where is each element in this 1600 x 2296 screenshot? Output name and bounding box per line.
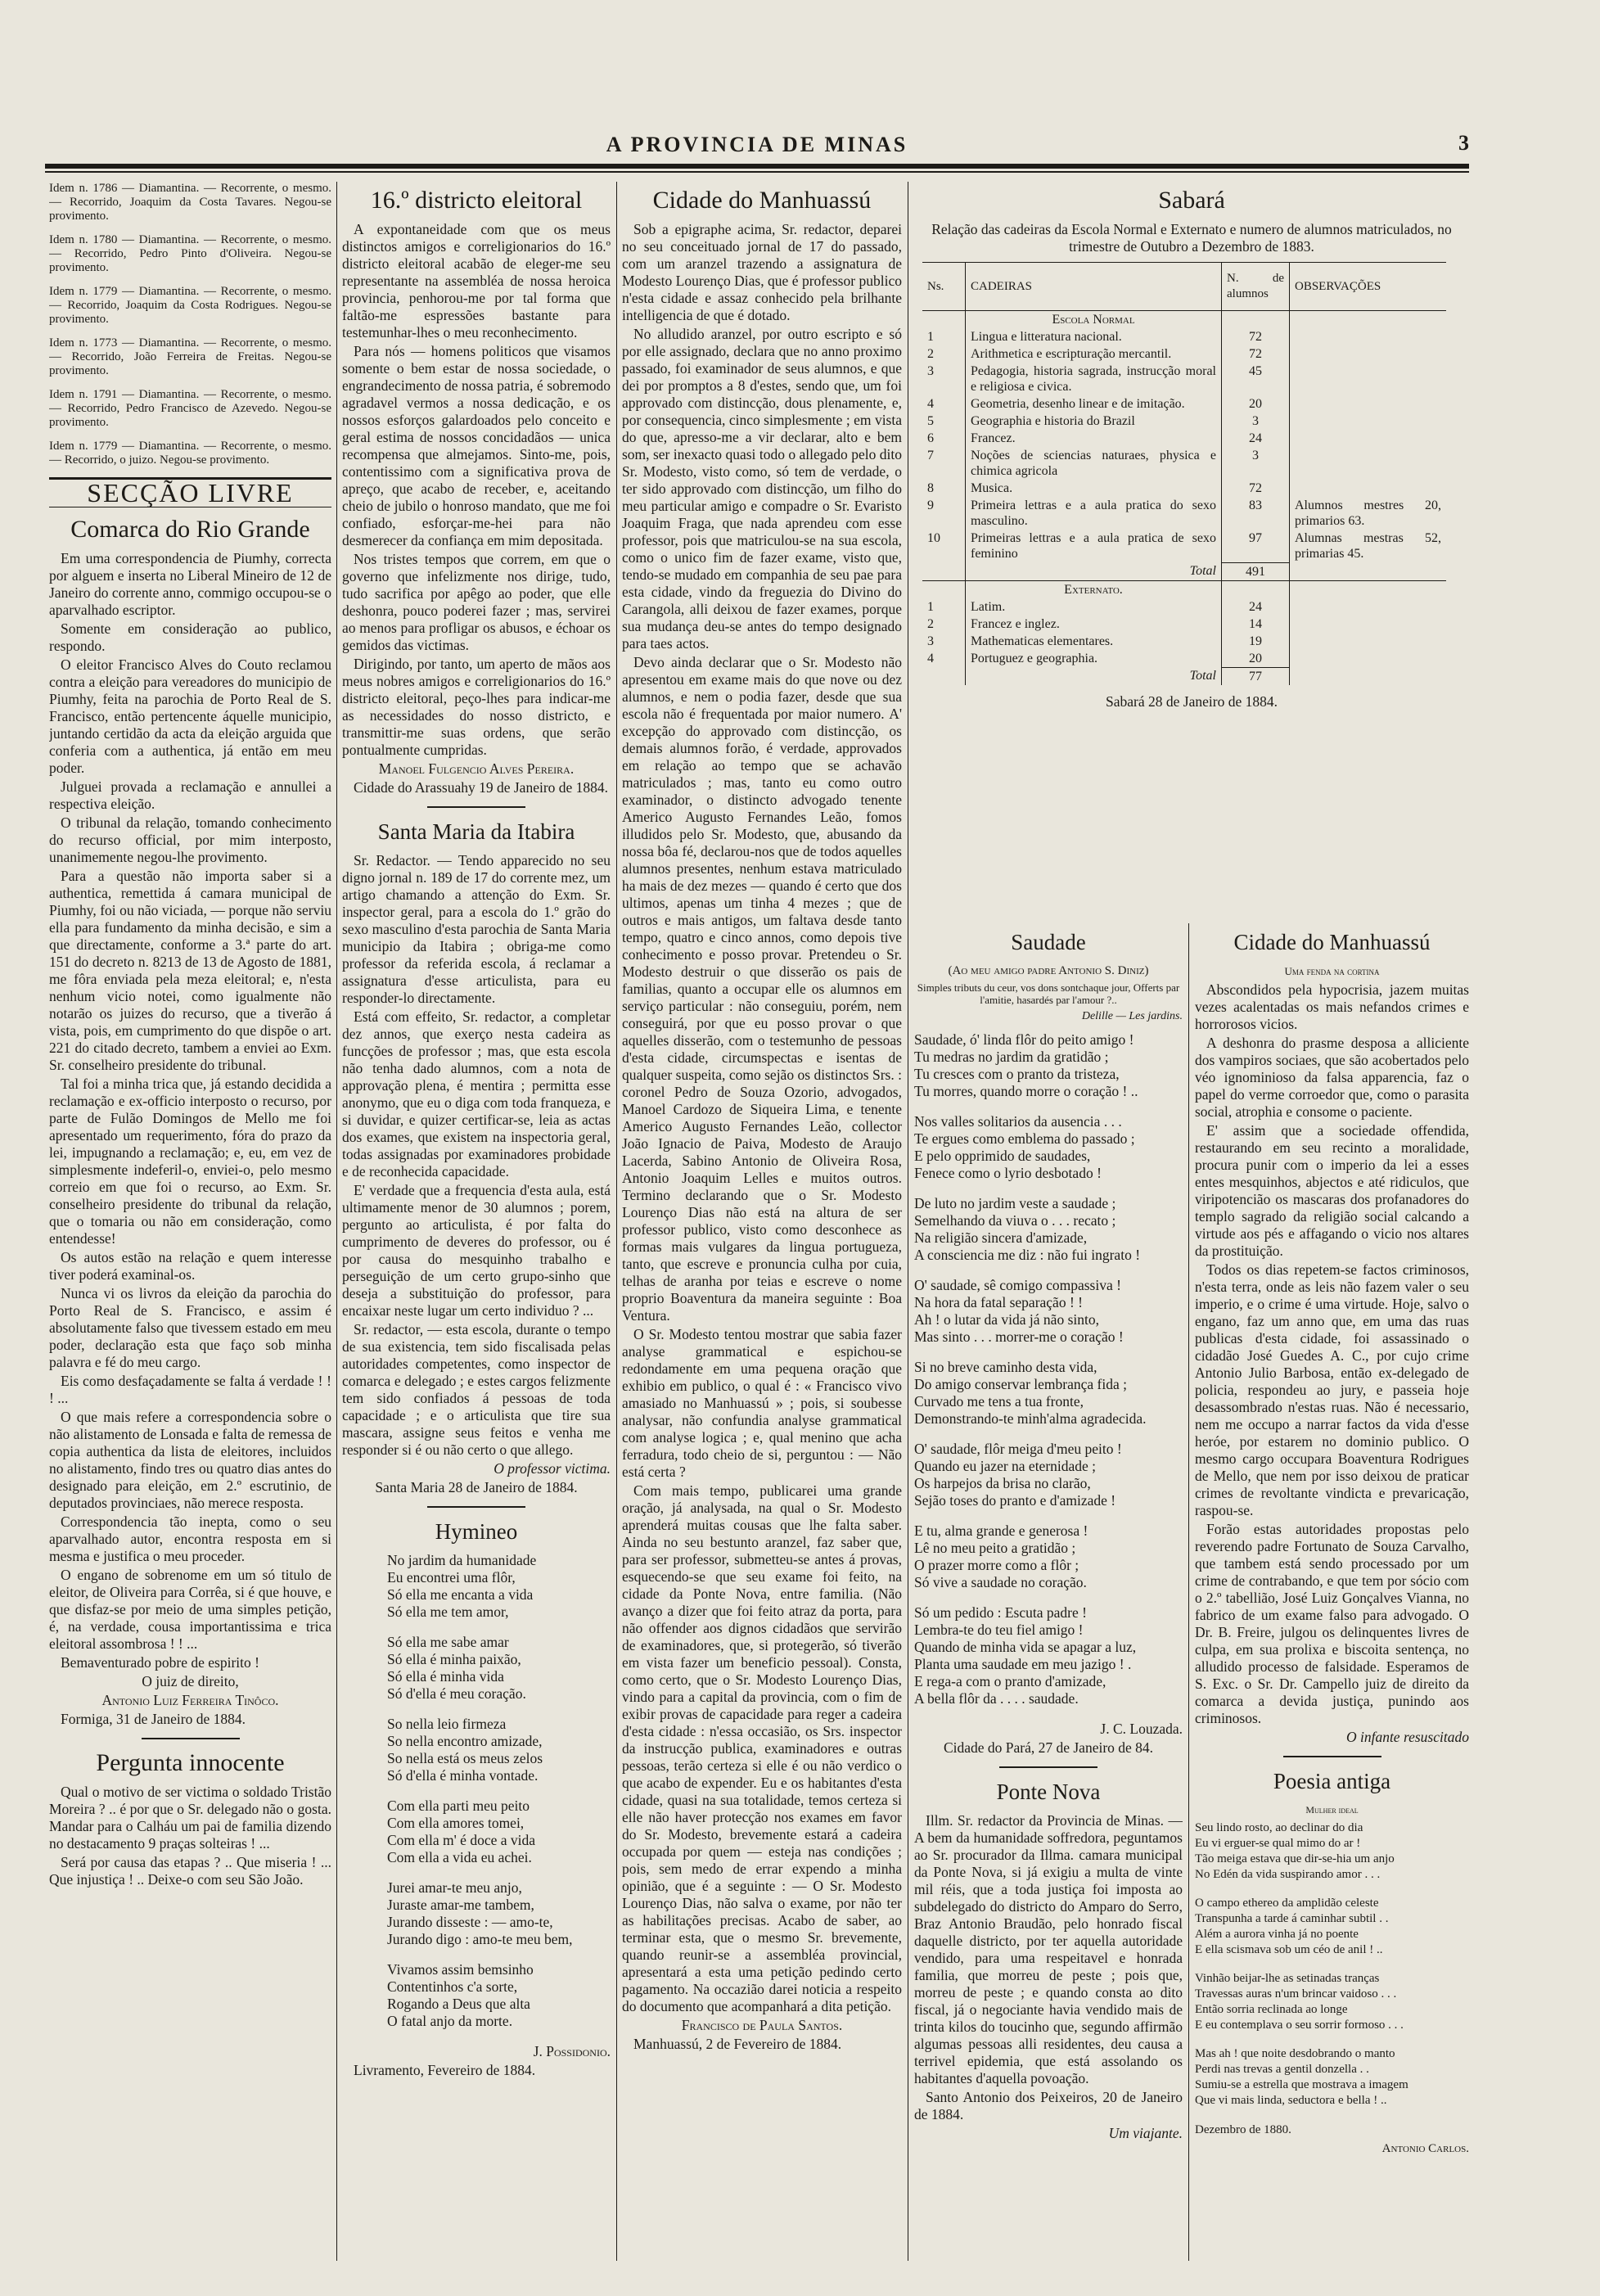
paragraph: Sr. Redactor. — Tendo apparecido no seu digno jornal n. 189 de 17 do corrente mez, um artigo chamando a attenção do Exm. Sr. inspector geral, para a escola do 1.º grão do sexo masculino d'esta parochia de Santa Maria municipio da Itabira ; obriga-me como professor da referida escola, á reclamar a assignatura d'esse articulista, para eu responder-lo directamente. bbox=[342, 852, 611, 1006]
verse-line: Com ella amores tomei, bbox=[387, 1815, 525, 1831]
cell-alumnos: 3 bbox=[1222, 447, 1290, 480]
article-body bbox=[49, 550, 331, 1728]
paragraph: O eleitor Francisco Alves do Couto reclamou contra a eleição para vereadores do municipio de Piumhy, feita na parochia de Porto Real de S. Francisco, então pertencente áquelle municipio, juntando certidão da acta da eleição arguida que conferia com a authentica, já então em meu poder. bbox=[49, 656, 331, 776]
stanza bbox=[387, 1798, 611, 1866]
cell-alumnos: 24 bbox=[1222, 430, 1290, 447]
paragraph: Todos os dias repetem-se factos criminosos, n'esta terra, onde as leis não fazem valer o seu imperio, e o crime é uma virtude. Hoje, salvo o engano, faz um anno que, em uma das ruas publicas d'esta cidade, foi assassinado o cidadão José Guedes A. C., por cujo crime Antonio Julio Barbosa, então ex-delegado de policia, respondeu ao jury, e passeia hoje desassombrado n'estas ruas. Não é necessario, nem me occupo a narrar factos da vida d'esse heróe, por estarem no dominio publico. O mesmo cargo occupara Boaventura Rodrigues de Mello, que nem por isso deixou de praticar crimes de revoltante vindicta e prevaricação, raspou-se. bbox=[1195, 1261, 1469, 1518]
verse-line: So nella encontro amizade, bbox=[387, 1733, 543, 1749]
table-row bbox=[922, 650, 1446, 668]
cell-n: 1 bbox=[927, 330, 934, 344]
paragraph: Sob a epigraphe acima, Sr. redactor, deparei no seu conceituado jornal de 17 do passado, com um aranzel trazendo a assignatura de Modesto Lourenço Dias, que é professor publico n'esta cidade e assaz conhecido pela brilhante intelligencia de que é dotado. bbox=[622, 221, 902, 323]
stanza bbox=[914, 1195, 1183, 1264]
cell-obs bbox=[1290, 363, 1447, 395]
stanza bbox=[914, 1359, 1183, 1428]
verse-line: Demonstrando-te minh'alma agradecida. bbox=[914, 1410, 1147, 1427]
header-alumnos: N. de alumnos bbox=[1222, 263, 1290, 311]
article-title: Sabará bbox=[1158, 187, 1225, 214]
paragraph: Illm. Sr. redactor da Provincia de Minas. — A bem da humanidade soffredora, peguntamos ao Sr. procurador da Illma. camara municipal da Ponte Nova, si já exigiu a multa de vinte mil réis, que a toda justiça foi imposta ao subdelegado do districto do Amparo do Serro, Braz Antonio Braudão, pelo honrado fiscal daquelle districto, por ter aquella autoridade vendido, para uma respeitavel e honrada familia, que morreu de peste ; pois que, morreu de peste ; e quando consta ao dito fiscal, já o negociante havia vendido mais de trinta kilos do toucinho que, segundo affirmão algumas pessoas alli residentes, deu causa a terrivel epidemia, que está assolando os habitantes d'aquella povoação. bbox=[914, 1812, 1183, 2086]
cell-n: 3 bbox=[927, 634, 934, 648]
cell-cadeira: Portuguez e geographia. bbox=[966, 650, 1222, 668]
verse-line: Eu encontrei uma flôr, bbox=[387, 1569, 516, 1586]
article-title: Comarca do Rio Grande bbox=[70, 516, 310, 543]
cell-obs bbox=[1290, 395, 1447, 413]
paragraph: Qual o motivo de ser victima o soldado Tristão Moreira ? .. é por que o Sr. delegado não o gosta. Mandar para o Calháu um pai de familia dizendo no destacamento 9 praças solteiras ! ... bbox=[49, 1784, 331, 1852]
verse-line: Sumiu-se a estrella que mostrava a imagem bbox=[1195, 2078, 1408, 2091]
paragraph: A expontaneidade com que os meus distinctos amigos e correligionarios do 16.º districto eleitoral acabão de eleger-me seu representante na assembléa de nossa heroica provincia, penhorou-me por tal forma que faltão-me espressões bastante para testemunhar-lhes o meu reconhecimento. bbox=[342, 221, 611, 341]
verse-line: O' saudade, sê comigo compassiva ! bbox=[914, 1277, 1121, 1293]
cell-alumnos: 24 bbox=[1222, 598, 1290, 616]
table-row bbox=[922, 530, 1446, 562]
cell-cadeira: Musica. bbox=[966, 480, 1222, 497]
cell-alumnos: 20 bbox=[1222, 395, 1290, 413]
poem-title: Hymineo bbox=[435, 1519, 518, 1544]
verse-line: Do amigo conservar lembrança fida ; bbox=[914, 1376, 1127, 1392]
stanza bbox=[914, 1031, 1183, 1100]
cell-n: 1 bbox=[927, 599, 934, 614]
verse-line: Rogando a Deus que alta bbox=[387, 1996, 530, 2012]
poem bbox=[914, 1031, 1183, 1707]
cell-cadeira: Francez. bbox=[966, 430, 1222, 447]
stanza bbox=[387, 1552, 611, 1621]
cell-alumnos: 20 bbox=[1222, 650, 1290, 668]
table-subheading: Escola Normal bbox=[966, 311, 1222, 329]
cell-obs bbox=[1290, 345, 1447, 363]
poem bbox=[342, 1552, 611, 2030]
verse-line: Vivamos assim bemsinho bbox=[387, 1961, 534, 1978]
paragraph: Tal foi a minha trica que, já estando decidida a reclamação e ex-officio interposto o recurso, por parte de Fulão Domingos de Mello me foi apresentado um requerimento, fóra do prazo da lei, impugnando a reclamação; e, eu, em vez de simplesmente indeferil-o, enviei-o, pelo mesmo correio em que foi o recurso, ao Exm. Sr. conselheiro presidente do tribunal da relação, que o tomaria ou não em consideração, como entendesse! bbox=[49, 1076, 331, 1247]
table-subheading: Externato. bbox=[966, 580, 1222, 598]
verse-line: Só ella me encanta a vida bbox=[387, 1586, 534, 1603]
verse-line: Jurando digo : amo-te meu bem, bbox=[387, 1931, 573, 1947]
cell-n: 2 bbox=[927, 347, 934, 361]
total-value: 491 bbox=[1222, 562, 1290, 580]
signer: J. Possidonio. bbox=[533, 2043, 611, 2059]
paragraph: Eis como desfaçadamente se falta á verdade ! ! ! ... bbox=[49, 1373, 331, 1406]
verse-line: A consciencia me diz : não fui ingrato ! bbox=[914, 1247, 1141, 1263]
cell-n: 10 bbox=[927, 531, 940, 545]
dateline: Santo Antonio dos Peixeiros, 20 de Janeiro de 1884. bbox=[914, 2089, 1183, 2122]
signer: J. C. Louzada. bbox=[1100, 1721, 1183, 1737]
verse-line: E eu contemplava o seu sorrir formoso . . . bbox=[1195, 2019, 1404, 2032]
verse-line: Ah ! o lutar da vida já não sinto, bbox=[914, 1311, 1099, 1328]
verse-line: A bella flôr da . . . . saudade. bbox=[914, 1690, 1079, 1707]
epigraph: Simples tributs du ceur, vos dons sontchaque jour, Offerts par l'amitie, hasardés par l'amour ?.. bbox=[917, 981, 1180, 1006]
total-label: Total bbox=[966, 667, 1222, 685]
stanza bbox=[914, 1441, 1183, 1509]
column-divider bbox=[616, 182, 617, 2261]
stanza bbox=[1195, 2046, 1469, 2109]
verse-line: Planta uma saudade em meu jazigo ! . bbox=[914, 1656, 1132, 1672]
table-row bbox=[922, 328, 1446, 345]
notice: Idem n. 1791 — Diamantina. — Recorrente, o mesmo. — Recorrido, Pedro Francisco de Azevedo. Negou-se provimento. bbox=[49, 388, 331, 429]
total-row bbox=[922, 562, 1446, 580]
verse-line: Com ella a vida eu achei. bbox=[387, 1849, 532, 1865]
cell-alumnos: 72 bbox=[1222, 345, 1290, 363]
paragraph: A deshonra do prasme desposa a alliciente dos vampiros sociaes, que são acobertados pelo véo ignominioso da falsa apparencia, faz o papel do verme corroedor que, como o parasita social, atrophia e consome o paciente. bbox=[1195, 1035, 1469, 1120]
verse-line: Os harpejos da brisa no clarão, bbox=[914, 1475, 1091, 1491]
signer: Francisco de Paula Santos. bbox=[681, 2017, 843, 2033]
verse-line: Transpunha a tarde á caminhar subtil . . bbox=[1195, 1912, 1389, 1925]
enrollment-table bbox=[922, 262, 1446, 685]
cell-obs bbox=[1290, 413, 1447, 430]
separator bbox=[999, 1766, 1097, 1768]
verse-line: Jurando disseste : — amo-te, bbox=[387, 1914, 553, 1930]
column-divider bbox=[336, 182, 337, 2261]
cell-alumnos: 3 bbox=[1222, 413, 1290, 430]
paragraph: Bemaventurado pobre de espirito ! bbox=[61, 1654, 259, 1671]
stanza bbox=[387, 1961, 611, 2030]
verse-line: Só um pedido : Escuta padre ! bbox=[914, 1604, 1087, 1621]
cell-n: 8 bbox=[927, 481, 934, 495]
paragraph: Em uma correspondencia de Piumhy, correcta por alguem e inserta no Liberal Mineiro de 12 de Janeiro do corrente anno, commigo occupou-se o aparvalhado escriptor. bbox=[49, 550, 331, 618]
verse-line: Juraste amar-me tambem, bbox=[387, 1897, 534, 1913]
verse-line: Lembra-te do teu fiel amigo ! bbox=[914, 1622, 1084, 1638]
article-title: Ponte Nova bbox=[996, 1780, 1101, 1804]
paragraph: O tribunal da relação, tomando conhecimento do recurso official, por mim interposto, unanimemente negou-lhe provimento. bbox=[49, 814, 331, 865]
stanza bbox=[387, 1634, 611, 1703]
newspaper-title: A PROVINCIA DE MINAS bbox=[606, 133, 908, 156]
dateline: Cidade do Arassuahy 19 de Janeiro de 1884. bbox=[354, 779, 609, 796]
verse-line: Quando de minha vida se apagar a luz, bbox=[914, 1639, 1137, 1655]
verse-line: Com ella parti meu peito bbox=[387, 1798, 530, 1814]
stanza bbox=[914, 1113, 1183, 1182]
verse-line: Que vi mais linda, seductora e bella ! .. bbox=[1195, 2094, 1387, 2107]
section-title: SECÇÃO LIVRE bbox=[49, 477, 331, 507]
verse-line: Travessas auras n'um brincar vaidoso . . . bbox=[1195, 1987, 1397, 2001]
header-cadeiras: CADEIRAS bbox=[966, 263, 1222, 311]
verse-line: Seu lindo rosto, ao declinar do dia bbox=[1195, 1821, 1363, 1834]
cell-n: 4 bbox=[927, 651, 934, 665]
verse-line: Vinhão beijar-lhe as setinadas tranças bbox=[1195, 1972, 1380, 1985]
poem-title: Poesia antiga bbox=[1273, 1769, 1391, 1793]
cell-alumnos: 72 bbox=[1222, 480, 1290, 497]
verse-line: O fatal anjo da morte. bbox=[387, 2013, 513, 2029]
article-title: Santa Maria da Itabira bbox=[377, 819, 575, 844]
paragraph: Está com effeito, Sr. redactor, a completar dez annos, que exerço nesta cadeira as funcções de professor ; mas, que esta escola não tenha dado alumnos, com a nota de approvação plena, é mentira ; permitta esse anonymo, que eu o diga com toda franqueza, e si duvidar, e quizer certificar-se, leia as actas dos exames, que existem na inspectoria geral, todas assignadas por examinadores probidade e de reconhecida capacidade. bbox=[342, 1008, 611, 1180]
paragraph: O engano de sobrenome em um só titulo de eleitor, de Oliveira para Corrêa, si é que houve, e que disfaz-se por meio de uma simples petição, é, na verdade, cousa importantissima e trica eleitoral assombrosa ! ! ... bbox=[49, 1567, 331, 1652]
table-row bbox=[922, 616, 1446, 633]
column-1 bbox=[49, 182, 331, 2261]
verse-line: O campo ethereo da amplidão celeste bbox=[1195, 1897, 1379, 1910]
table-caption: Relação das cadeiras da Escola Normal e Externato e numero de alumnos matriculados, no trimestre de Outubro a Dezembro de 1883. bbox=[931, 221, 1452, 255]
verse-line: Tão meiga estava que dir-se-hia um anjo bbox=[1195, 1852, 1395, 1865]
verse-line: Então sorria reclinada ao longe bbox=[1195, 2003, 1348, 2016]
cell-obs: Alumnos mestres 20, primarios 63. bbox=[1290, 497, 1447, 530]
notice: Idem n. 1786 — Diamantina. — Recorrente, o mesmo. — Recorrido, Joaquim da Costa Tavares. Negou-se provimento. bbox=[49, 182, 331, 223]
notice: Idem n. 1780 — Diamantina. — Recorrente, o mesmo. — Recorrido, Pedro Pinto d'Oliveira. Negou-se provimento. bbox=[49, 233, 331, 274]
dateline: Cidade do Pará, 27 de Janeiro de 84. bbox=[943, 1739, 1154, 1756]
stanza bbox=[914, 1604, 1183, 1707]
paragraph: Dirigindo, por tanto, um aperto de mãos aos meus nobres amigos e correligionarios do 16.º districto eleitoral, peço-lhes para indicar-me as necessidades do nosso districto, e transmittir-me suas ordens, que serão pontualmente cumpridas. bbox=[342, 656, 611, 758]
article-title: Pergunta innocente bbox=[96, 1749, 285, 1776]
table-row bbox=[922, 363, 1446, 395]
verse-line: Saudade, ó' linda flôr do peito amigo ! bbox=[914, 1031, 1134, 1048]
verse-line: E rega-a com o pranto d'amizade, bbox=[914, 1673, 1106, 1689]
table-row bbox=[922, 633, 1446, 650]
verse-line: Só d'ella é minha vontade. bbox=[387, 1767, 539, 1784]
cell-cadeira: Noções de sciencias naturaes, physica e chimica agricola bbox=[966, 447, 1222, 480]
column-4-top bbox=[914, 182, 1469, 918]
verse-line: Eu vi erguer-se qual mimo do ar ! bbox=[1195, 1837, 1361, 1850]
cell-cadeira: Pedagogia, historia sagrada, instrucção moral e religiosa e civica. bbox=[966, 363, 1222, 395]
cell-cadeira: Lingua e litteratura nacional. bbox=[966, 328, 1222, 345]
paragraph: Forão estas autoridades propostas pelo reverendo padre Fortunato de Souza Carvalho, que tambem está sendo processado por um crime de contrabando, e que tem por sócio com o 2.º tabellião, José Luiz Gonçalves Vianna, no fabrico de um exame falso para advogado. O Dr. B. Freire, julgou os delinquentes livres de culpa, em sua prolixa e biscoita sentença, no alludido processo de falsidade. Esperamos de S. Exc. o Sr. Dr. Campello juiz de direito da comarca a devida justiça, punindo aos criminosos. bbox=[1195, 1521, 1469, 1726]
verse-line: So nella está os meus zelos bbox=[387, 1750, 543, 1766]
verse-line: O prazer morre como a flôr ; bbox=[914, 1557, 1079, 1573]
dateline: Santa Maria 28 de Janeiro de 1884. bbox=[375, 1479, 578, 1495]
verse-line: Só ella me tem amor, bbox=[387, 1604, 509, 1620]
verse-line: Tu medras no jardim da gratidão ; bbox=[914, 1049, 1109, 1065]
verse-line: Quando eu jazer na eternidade ; bbox=[914, 1458, 1097, 1474]
verse-line: Jurei amar-te meu anjo, bbox=[387, 1879, 522, 1896]
paragraph: Somente em consideração ao publico, respondo. bbox=[49, 620, 331, 654]
separator bbox=[427, 806, 525, 808]
paragraph: O que mais refere a correspondencia sobre o não alistamento de Lonsada e falta de remessa de copia authentica da lista de eleitores, incluidos no alistamento, findo tres ou quatro dias antes do designado para eleição, em 2.º escrutinio, de deputados provinciaes, não merece resposta. bbox=[49, 1409, 331, 1511]
table-row bbox=[922, 497, 1446, 530]
paragraph: Os autos estão na relação e quem interesse tiver poderá examinal-os. bbox=[49, 1249, 331, 1283]
table-row bbox=[922, 345, 1446, 363]
verse-line: Perdi nas trevas a gentil donzella . . bbox=[1195, 2063, 1369, 2076]
paragraph: Para a questão não importa saber si a authentica, remettida á camara municipal de Piumhy, foi ou não viciada, — porque não serviu ella para fundamento da minha decisão, e sim a que directamente, conforme a 3.ª parte do art. 151 do decreto n. 8213 de 13 de Agosto de 1881, me fôra enviada pela meza eleitoral; e, n'esta nenhum vicio notei, como igualmente não notarão os juizes do recurso, que a tiverão á vista, pois, em cumprimento do que dispõe o art. 221 do citado decreto, tambem a enviei ao Exm. Sr. conselheiro presidente do tribunal. bbox=[49, 868, 331, 1073]
verse-line: De luto no jardim veste a saudade ; bbox=[914, 1195, 1116, 1211]
cell-cadeira: Primeira lettras e a aula pratica do sexo masculino. bbox=[966, 497, 1222, 530]
verse-line: No jardim da humanidade bbox=[387, 1552, 537, 1568]
cell-n: 4 bbox=[927, 397, 934, 411]
paragraph: E' assim que a sociedade offendida, restaurando em seu recinto a moralidade, procura punir com o imperio da lei a esses entes mesquinhos, abjectos e até ridiculos, que viripotencião os mascaras dos profanadores do templo sagrado da religião social calcando a virtude aos pés e affagando o vicio nos altares da prostituição. bbox=[1195, 1122, 1469, 1259]
cell-alumnos: 83 bbox=[1222, 497, 1290, 530]
verse-line: Tu morres, quando morre o coração ! .. bbox=[914, 1083, 1138, 1099]
table-row bbox=[922, 430, 1446, 447]
verse-line: Só vive a saudade no coração. bbox=[914, 1574, 1087, 1590]
cell-cadeira: Francez e inglez. bbox=[966, 616, 1222, 633]
masthead bbox=[45, 123, 1469, 164]
verse-line: Tu cresces com o pranto da tristeza, bbox=[914, 1066, 1120, 1082]
dateline: Manhuassú, 2 de Fevereiro de 1884. bbox=[633, 2036, 842, 2052]
dateline: Dezembro de 1880. bbox=[1195, 2123, 1291, 2136]
cell-alumnos: 14 bbox=[1222, 616, 1290, 633]
verse-line: Na hora da fatal separação ! ! bbox=[914, 1294, 1083, 1310]
column-divider bbox=[1188, 923, 1189, 2261]
column-4a bbox=[914, 923, 1183, 2261]
column-4b bbox=[1195, 923, 1469, 2261]
poem bbox=[1195, 1820, 1469, 2109]
article-subtitle: Uma fenda na cortina bbox=[1284, 965, 1380, 977]
separator bbox=[142, 1738, 240, 1739]
cell-alumnos: 45 bbox=[1222, 363, 1290, 395]
paragraph: Correspondencia tão inepta, como o seu aparvalhado autor, encontra resposta em si mesma e justifica o meu proceder. bbox=[49, 1513, 331, 1564]
separator bbox=[427, 1506, 525, 1508]
verse-line: Curvado me tens a tua fronte, bbox=[914, 1393, 1084, 1410]
poem-title: Saudade bbox=[1011, 930, 1086, 954]
stanza bbox=[1195, 1820, 1469, 1883]
cell-cadeira: Arithmetica e escripturação mercantil. bbox=[966, 345, 1222, 363]
paragraph: O Sr. Modesto tentou mostrar que sabia fazer analyse grammatical e espichou-se redondamente em uma pequena oração que exhibio em publico, o qual é : « Francisco vivo amasiado no Manhuassú » ; pois, si soubesse analysar, não confundia analyse grammatical com analyse logica ; e, qual menino que acha ferradura, todo cheio de si, perguntou : — Não está certa ? bbox=[622, 1326, 902, 1480]
dateline: Sabará 28 de Janeiro de 1884. bbox=[1106, 692, 1278, 710]
cell-obs bbox=[1290, 328, 1447, 345]
paragraph: Para nós — homens politicos que visamos somente o bem estar de nossa sociedade, o engrandecimento de nossa patria, é sobremodo agradavel vermos a nossa dedicação, e os nossos esforços galardoados pelo conceito e geral estima de nossos concidadãos — unica recompensa que almejamos. Sinto-me, pois, contentissimo com a significativa prova de apreço, que acabo de receber, e, aceitando cheio de jubilo o honroso mandato, que me foi confiado, esforçar-me-hei para não desmerecer da confiança em mim depositada. bbox=[342, 343, 611, 548]
cell-cadeira: Latim. bbox=[966, 598, 1222, 616]
verse-line: Mas ah ! que noite desdobrando o manto bbox=[1195, 2047, 1395, 2060]
article-title: Cidade do Manhuassú bbox=[652, 187, 872, 214]
verse-line: So nella leio firmeza bbox=[387, 1716, 507, 1732]
header-ns: Ns. bbox=[922, 263, 966, 311]
cell-alumnos: 72 bbox=[1222, 328, 1290, 345]
table-row bbox=[922, 447, 1446, 480]
paragraph: Sr. redactor, — esta escola, durante o tempo de sua existencia, tem sido fiscalisada pelas autoridades competentes, como inspector de comarca e delegado ; e estes cargos felizmente tem sido confiados á pessoas de toda capacidade ; e o articulista que tire sua mascara, assigne seus feitos e venha me responder si é ou não certo o que allego. bbox=[342, 1321, 611, 1458]
masthead-rule bbox=[45, 164, 1469, 169]
notice: Idem n. 1773 — Diamantina. — Recorrente, o mesmo. — Recorrido, João Ferreira de Freitas. Negou-se provimento. bbox=[49, 336, 331, 377]
verse-line: No Edén da vida suspirando amor . . . bbox=[1195, 1868, 1381, 1881]
verse-line: Fenece como o lyrio desbotado ! bbox=[914, 1165, 1102, 1181]
dateline: Livramento, Fevereiro de 1884. bbox=[354, 2062, 536, 2078]
notice: Idem n. 1779 — Diamantina. — Recorrente, o mesmo. — Recorrido, o juizo. Negou-se provimento. bbox=[49, 440, 331, 467]
total-value: 77 bbox=[1222, 667, 1290, 685]
verse-line: Na religião sincera d'amizade, bbox=[914, 1229, 1088, 1246]
paragraph: Nunca vi os livros da eleição da parochia do Porto Real de S. Francisco, e assim é absolutamente falso que tivessem estado em meu poder, declaração esta que faço sob minha palavra e fé do meu cargo. bbox=[49, 1285, 331, 1370]
verse-line: Só ella é minha vida bbox=[387, 1668, 504, 1685]
verse-line: Si no breve caminho desta vida, bbox=[914, 1359, 1097, 1375]
verse-line: E tu, alma grande e generosa ! bbox=[914, 1522, 1088, 1539]
paragraph: Julguei provada a reclamação e annullei a respectiva eleição. bbox=[49, 778, 331, 812]
masthead-rule-thin bbox=[45, 171, 1469, 173]
table-row bbox=[922, 480, 1446, 497]
cell-obs: Alumnas mestras 52, primarias 45. bbox=[1290, 530, 1447, 562]
verse-line: E ella scismava sob um céo de anil ! .. bbox=[1195, 1943, 1383, 1956]
stanza bbox=[914, 1277, 1183, 1346]
paragraph: No alludido aranzel, por outro escripto e só por elle assignado, declara que no anno proximo passado, foi examinador de seus alumnos, e que dei por promptos a 8 d'estes, sendo que, um foi approvado com distincção, dous plenamente, e, por consequencia, cinco simplesmente ; em vista do que, apresso-me a vir declarar, alto e bem som, ser inexacto quasi todo o allegado pelo dito Sr. Modesto, visto como, só tem de verdade, o ter sido approvado com distincção, um filho do meu particular amigo e compadre o Sr. Evaristo Joaquim Fraga, que nada aprendeu com esse professor, pois que matriculou-se na sua escola, como o unico fim de fazer exame, visto que, tendo-se mudado em companhia de seu pae para esta cidade, vindo da freguezia do Divino do Carangola, alli deixou de fazer exames, porque sua mudança deu-se antes do tempo designado para taes actos. bbox=[622, 326, 902, 652]
verse-line: O' saudade, flôr meiga d'meu peito ! bbox=[914, 1441, 1122, 1457]
cell-alumnos: 97 bbox=[1222, 530, 1290, 562]
cell-n: 2 bbox=[927, 616, 934, 631]
cell-obs bbox=[1290, 480, 1447, 497]
article-title: 16.º districto eleitoral bbox=[370, 187, 583, 214]
cell-cadeira: Geometria, desenho linear e de imitação. bbox=[966, 395, 1222, 413]
paragraph: Será por causa das etapas ? .. Que miseria ! ... Que injustiça ! .. Deixe-o com seu São João. bbox=[49, 1854, 331, 1888]
cell-n: 5 bbox=[927, 414, 934, 428]
signer: Um viajante. bbox=[1108, 2125, 1183, 2141]
article-title: Cidade do Manhuassú bbox=[1233, 930, 1431, 954]
verse-line: Só d'ella é meu coração. bbox=[387, 1685, 526, 1702]
notice: Idem n. 1779 — Diamantina. — Recorrente, o mesmo. — Recorrido, Joaquim da Costa Rodrigues. Negou-se provimento. bbox=[49, 285, 331, 326]
verse-line: Lê no meu peito a gratidão ; bbox=[914, 1540, 1076, 1556]
verse-line: E pelo opprimido de saudades, bbox=[914, 1148, 1091, 1164]
dedication: (Ao meu amigo padre Antonio S. Diniz) bbox=[948, 964, 1149, 977]
verse-line: Só ella me sabe amar bbox=[387, 1634, 509, 1650]
stanza bbox=[1195, 1896, 1469, 1958]
epigraph-author: Delille — Les jardins. bbox=[1081, 1010, 1183, 1022]
verse-line: Com ella m' é doce a vida bbox=[387, 1832, 536, 1848]
cell-n: 3 bbox=[927, 364, 934, 378]
signer: Manoel Fulgencio Alves Pereira. bbox=[378, 760, 575, 777]
header-observacoes: OBSERVAÇÕES bbox=[1290, 263, 1447, 311]
column-2 bbox=[342, 182, 611, 2261]
paragraph: E' verdade que a frequencia d'esta aula, está ultimamente menor de 30 alumnos ; porem, pergunto ao articulista, é por falta do cumprimento de deveres do professor, ou é por causa do mesquinho trabalho e perseguição de um certo grupo-sinho que deseja a substituição do professor, para encaixar neste lugar um certo individuo ? ... bbox=[342, 1182, 611, 1319]
table-row bbox=[922, 598, 1446, 616]
paragraph: Abscondidos pela hypocrisia, jazem muitas vezes acalentadas os mais nefandos crimes e horrorosos vicios. bbox=[1195, 981, 1469, 1032]
page-number: 3 bbox=[1458, 131, 1469, 155]
dateline: Formiga, 31 de Janeiro de 1884. bbox=[61, 1711, 246, 1727]
separator bbox=[1283, 1756, 1381, 1757]
cell-n: 6 bbox=[927, 431, 934, 445]
column-3 bbox=[622, 182, 902, 2261]
court-notices bbox=[49, 182, 331, 467]
total-label: Total bbox=[966, 562, 1222, 580]
paragraph: Com mais tempo, publicarei uma grande oração, já analysada, na qual o Sr. Modesto aprenderá muitas cousas que lhe falta saber. Ainda no seu bestunto aranzel, faz saber que, para ser professor, submetteu-se antes á provas, esquecendo-se que seu exame foi feito, na cidade da Ponte Nova, entre familia. (Não avanço a dizer que foi feito atraz da porta, para não offender aos dignos cidadãos que servirão de examinadores, que, si protegerão, só tiverão em vista fazer um beneficio pessoal). Consta, como certo, que o Sr. Modesto Lourenço Dias, vindo para a capital da provincia, com o fim de exibir provas de capacidade para reger a cadeira d'esta cidade : n'essa occasião, os Srs. inspector da instrucção publica, examinadores e outras pessoas, terão certeza si elle é ou não verdico o que acabo de expender. Eu e os habitantes d'esta cidade, quasi na sua totalidade, temos certeza si elle não haver protecção nos exames em favor do Sr. Modesto, brevemente estará a cadeira occupada por quem — esteja nas condições ; pois, sem medo de errar expendo a minha opinião, que é a seguinte : — O Sr. Modesto Lourenço Dias, não salva o exame, por não ter as habilitações precisas. Acabo de saber, ao terminar esta, que o mesmo Sr. brevemente, quando reunir-se a assembléa provincial, apresentará a esta uma petição pedindo certo pagamento. Na occazião darei noticia a respeito do documento que acompanhará a dita petição. bbox=[622, 1482, 902, 2014]
cell-cadeira: Geographia e historia do Brazil bbox=[966, 413, 1222, 430]
signer: O infante resuscitado bbox=[1345, 1729, 1469, 1745]
verse-line: Além a aurora vinha já no poente bbox=[1195, 1928, 1359, 1941]
stanza bbox=[387, 1716, 611, 1784]
verse-line: Nos valles solitarios da ausencia . . . bbox=[914, 1113, 1122, 1130]
cell-alumnos: 19 bbox=[1222, 633, 1290, 650]
table-row bbox=[922, 395, 1446, 413]
cell-n: 7 bbox=[927, 449, 934, 462]
verse-line: Te ergues como emblema do passado ; bbox=[914, 1130, 1135, 1147]
cell-cadeira: Primeiras lettras e a aula pratica de sexo feminino bbox=[966, 530, 1222, 562]
total-row bbox=[922, 667, 1446, 685]
verse-line: Contentinhos c'a sorte, bbox=[387, 1978, 518, 1995]
stanza bbox=[387, 1879, 611, 1948]
paragraph: Nos tristes tempos que correm, em que o governo que infelizmente nos dirige, tudo, tudo sacrifica por apêgo ao poder, que elle deshonra, pouco poderei fazer ; mas, servirei ao menos para profligar os abusos, e échoar os gemidos das victimas. bbox=[342, 551, 611, 653]
cell-cadeira: Mathematicas elementares. bbox=[966, 633, 1222, 650]
signer: Antonio Carlos. bbox=[1381, 2142, 1469, 2155]
stanza bbox=[1195, 1971, 1469, 2033]
verse-line: Só ella é minha paixão, bbox=[387, 1651, 521, 1667]
signer: O professor victima. bbox=[494, 1460, 611, 1477]
verse-line: Mas sinto . . . morrer-me o coração ! bbox=[914, 1328, 1124, 1345]
cell-obs bbox=[1290, 447, 1447, 480]
verse-line: Sejão toses do pranto e d'amizade ! bbox=[914, 1492, 1116, 1509]
table-row bbox=[922, 413, 1446, 430]
poem-subtitle: Mulher ideal bbox=[1305, 1804, 1359, 1816]
paragraph: Devo ainda declarar que o Sr. Modesto não apresentou em exame mais do que nove ou dez alumnos, e nem o podia fazer, desde que sua escola não é frequentada por maior numero. A' excepção do approvado com distincção, os demais alumnos forão, é verdade, approvados em relação ao tempo que se achavão matriculados ; mas, tanto eu como outro examinador, o distincto advogado tenente Americo Augusto Fernandes Leão, fomos illudidos pelo Sr. Modesto, que, abusando da nossa bôa fé, declarou-nos que de todos aquelles alumnos presentes, nenhum estava matriculado ha mais de dez mezes — quando é certo que dos ultimos, apenas um tinha 4 mezes ; que de outros e mais antigos, um faltava desde tanto tempo, quatro e cinco annos, como depois tive conhecimento e posso provar. Pretendeu o Sr. Modesto destruir o que disserão os pais de familias, quanto a occupar elle os alumnos em serviço particular : não conseguiu, porém, nem conseguirá, por que eu posso provar o que aquelles disserão, com o testemunho de pessoas d'esta cidade, circumspectas e isentas de qualquer suspeita, como sejão os distinctos Srs. : coronel Pedro de Souza Ozorio, advogados, Manoel Cardozo de Siqueira Lima, e tenente Americo Augusto Fernandes Leão, collector João Ignacio de Paiva, Modesto de Araujo Lacerda, Sabino Antonio de Oliveira Rosa, Antonio Joaquim Lelles e muitos outros. Termino declarando que o Sr. Modesto Lourenço Dias não está na altura de ser professor publico, visto como desconhece as formas mais vulgares da lingua portugueza, tanto, que escreve e pronuncia culha por cuia, telhas de aranha por teias e escreve o nome proprio Boaventura da maneira seguinte : Boa Ventura. bbox=[622, 654, 902, 1324]
cell-n: 9 bbox=[927, 498, 934, 512]
verse-line: Semelhando da viuva o . . . recato ; bbox=[914, 1212, 1116, 1229]
signer: Antonio Luiz Ferreira Tinôco. bbox=[101, 1692, 279, 1708]
signoff: O juiz de direito, bbox=[142, 1673, 239, 1689]
stanza bbox=[914, 1522, 1183, 1591]
cell-obs bbox=[1290, 430, 1447, 447]
